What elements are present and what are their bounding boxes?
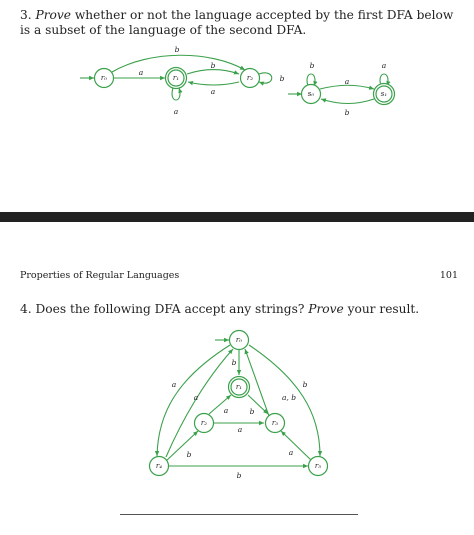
dfa1-label-r2-loop: b — [279, 74, 285, 83]
dfa3-label-r4-r2: b — [186, 450, 192, 459]
q3-prove-word: Prove — [35, 8, 71, 22]
dfa3-state-r2-label: r₂ — [200, 419, 208, 427]
dfa1-label-r0-r1: a — [138, 68, 144, 77]
bottom-rule — [120, 514, 358, 515]
dfa1-label-r1-loop: a — [173, 107, 179, 116]
dfa2-state-s0-label: s₀ — [307, 90, 315, 98]
dfa3-state-r5-label: r₅ — [314, 462, 322, 470]
q4-body: Does the following DFA accept any strings? — [35, 302, 305, 316]
dfa3-label-r3-r0: a, b — [281, 393, 297, 402]
q3-number: 3. — [20, 8, 32, 22]
dfa3-label-r0-r1: b — [231, 358, 237, 367]
dfa2-label-s1-s0: b — [344, 108, 350, 117]
dfa3-label-r1-r3: b — [249, 407, 255, 416]
dfa1-edge-r1-r2 — [187, 70, 239, 75]
dfa2-edge-s1-s0 — [321, 99, 374, 104]
page-number: 101 — [439, 270, 458, 281]
dfa2-state-s1-label: s₁ — [380, 90, 388, 98]
dfa3-label-r4-r5: b — [236, 471, 242, 480]
dfa3-label-r0-r4: a — [171, 380, 177, 389]
running-header-title: Properties of Regular Languages — [20, 270, 180, 281]
dfa3-label-r5-r3: a — [288, 448, 294, 457]
dfa3-label-r4-r0: a — [193, 393, 199, 402]
dfa1-edge-r2-r1 — [188, 82, 239, 85]
dfa2-label-s1-loop: a — [381, 61, 387, 70]
dfa1-state-r1-label: r₁ — [172, 74, 180, 82]
question-4-text — [20, 302, 460, 317]
dfa3-label-r2-r1: a — [223, 406, 229, 415]
dfa3-label-r0-r5: b — [302, 380, 308, 389]
dfa3-edge-r4-r0 — [166, 349, 233, 457]
dfa1-label-r2-r1: a — [210, 87, 216, 96]
page-separator-band — [0, 212, 474, 222]
dfa1-state-r2-label: r₂ — [246, 74, 254, 82]
dfa3-state-r0-label: r₀ — [235, 336, 243, 344]
dfa3-diagram — [150, 331, 328, 481]
dfa3-label-r2-r3: a — [237, 425, 243, 434]
dfa2-label-s0-loop: b — [309, 61, 315, 70]
dfa2-diagram — [288, 61, 395, 117]
q4-body-end: your result. — [347, 302, 420, 316]
dfa1-label-r1-r2: b — [210, 61, 216, 70]
dfa1-state-r0-label: r₀ — [100, 74, 108, 82]
dfa3-edge-r5-r3 — [281, 431, 312, 461]
dfa1-diagram — [80, 45, 285, 116]
dfa3-state-r1-label: r₁ — [235, 383, 243, 391]
dfa3-state-r3-label: r₃ — [271, 419, 279, 427]
dfa2-label-s0-s1: a — [344, 77, 350, 86]
dfa1-label-r0-r2: b — [174, 45, 180, 54]
q4-number: 4. — [20, 302, 32, 316]
q4-prove-word: Prove — [308, 302, 344, 316]
dfa1-loop-r2 — [259, 73, 272, 83]
dfa3-state-r4-label: r₄ — [155, 462, 163, 470]
q3-body: whether or not the language accepted by the first DFA below is a subset of the language of the second DFA. — [20, 8, 454, 37]
dfa1-loop-r1 — [172, 88, 180, 100]
